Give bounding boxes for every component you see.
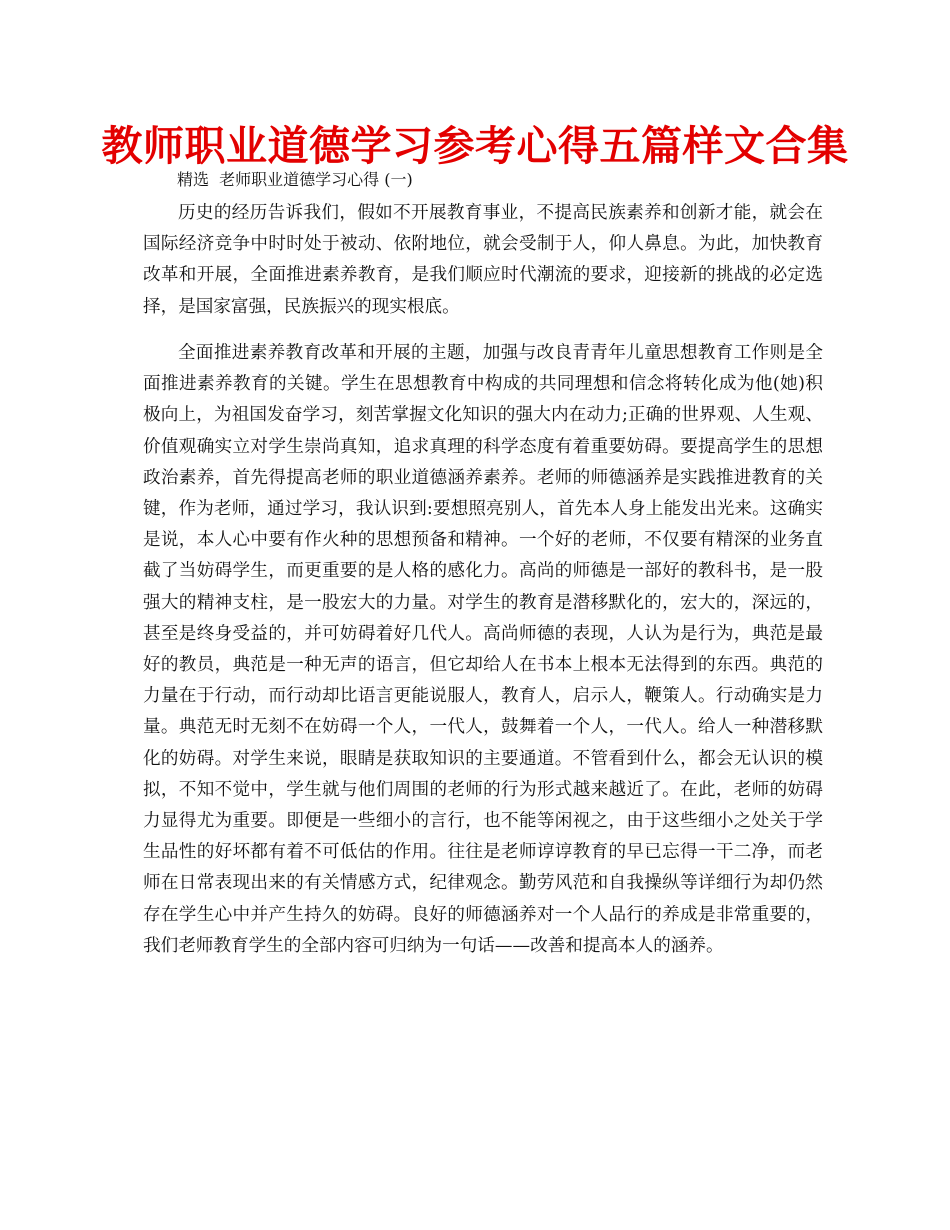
- paragraph: 全面推进素养教育改革和开展的主题，加强与改良青青年儿童思想教育工作则是全面推进素养教育的关键。学生在思想教育中构成的共同理想和信念将转化成为他(她)积极向上，为祖国发奋学习，刻苦掌握文化知识的强大内在动力;正确的世界观、人生观、价值观确实立对学生崇尚真知，追求真理的科学态度有着重要妨碍。要提高学生的思想政治素养，首先得提高老师的职业道德涵养素养。老师的师德涵养是实践推进教育的关键，作为老师，通过学习，我认识到:要想照亮别人，首先本人身上能发出光来。这确实是说，本人心中要有作火种的思想预备和精神。一个好的老师，不仅要有精深的业务直截了当妨碍学生，而更重要的是人格的感化力。高尚的师德是一部好的教科书，是一股强大的精神支柱，是一股宏大的力量。对学生的教育是潜移默化的，宏大的，深远的，甚至是终身受益的，并可妨碍着好几代人。高尚师德的表现，人认为是行为，典范是最好的教员，典范是一种无声的语言，但它却给人在书本上根本无法得到的东西。典范的力量在于行动，而行动却比语言更能说服人，教育人，启示人，鞭策人。行动确实是力量。典范无时无刻不在妨碍一个人，一代人，鼓舞着一个人，一代人。给人一种潜移默化的妨碍。对学生来说，眼睛是获取知识的主要通道。不管看到什么，都会无认识的模拟，不知不觉中，学生就与他们周围的老师的行为形式越来越近了。在此，老师的妨碍力显得尤为重要。即便是一些细小的言行，也不能等闲视之，由于这些细小之处关于学生品性的好坏都有着不可低估的作用。往往是老师谆谆教育的早已忘得一干二净，而老师在日常表现出来的有关情感方式，纪律观念。勤劳风范和自我操纵等详细行为却仍然存在学生心中并产生持久的妨碍。良好的师德涵养对一个人品行的养成是非常重要的，我们老师教育学生的全部内容可归纳为一句话——改善和提高本人的涵养。: [143, 343, 823, 956]
- section-subtitle: 精选 老师职业道德学习心得 (一): [177, 170, 413, 189]
- document-title: 教师职业道德学习参考心得五篇样文合集: [101, 122, 849, 170]
- paragraph: 历史的经历告诉我们，假如不开展教育事业，不提高民族素养和创新才能，就会在国际经济竞争中时时处于被动、依附地位，就会受制于人，仰人鼻息。为此，加快教育改革和开展，全面推进素养教育，是我们顺应时代潮流的要求，迎接新的挑战的必定选择，是国家富强，民族振兴的现实根底。: [143, 203, 823, 317]
